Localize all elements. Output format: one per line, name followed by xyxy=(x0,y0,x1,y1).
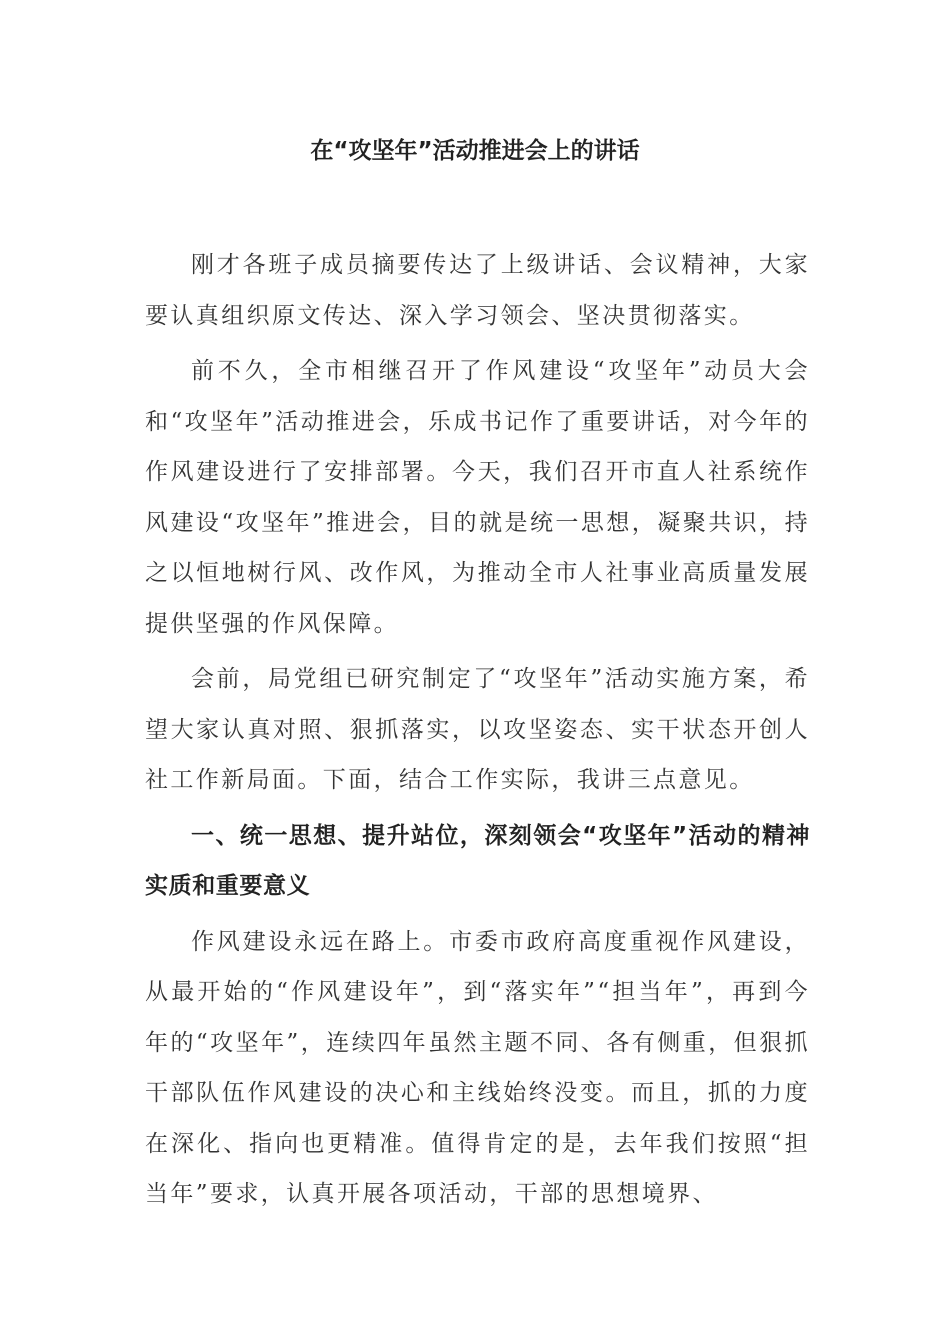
section-heading-1: 一、统一思想、提升站位，深刻领会“攻坚年”活动的精神实质和重要意义 xyxy=(145,822,810,899)
paragraph-opening: 刚才各班子成员摘要传达了上级讲话、会议精神，大家要认真组织原文传达、深入学习领会、坚决贯彻落实。 xyxy=(145,252,810,329)
paragraph-preamble: 会前，局党组已研究制定了“攻坚年”活动实施方案，希望大家认真对照、狠抓落实，以攻坚姿态、实干状态开创人社工作新局面。下面，结合工作实际，我讲三点意见。 xyxy=(145,666,810,793)
section-1-paragraph: 作风建设永远在路上。市委市政府高度重视作风建设，从最开始的“作风建设年”，到“落实年”“担当年”，再到今年的“攻坚年”，连续四年虽然主题不同、各有侧重，但狠抓干部队伍作风建设的决心和主线始终没变。而且，抓的力度在深化、指向也更精准。值得肯定的是，去年我们按照“担当年”要求，认真开展各项活动，干部的思想境界、 xyxy=(145,928,810,1207)
paragraph-background: 前不久，全市相继召开了作风建设“攻坚年”动员大会和“攻坚年”活动推进会，乐成书记作了重要讲话，对今年的作风建设进行了安排部署。今天，我们召开市直人社系统作风建设“攻坚年”推进会，目的就是统一思想，凝聚共识，持之以恒地树行风、改作风，为推动全市人社事业高质量发展提供坚强的作风保障。 xyxy=(145,358,810,637)
document-body xyxy=(145,240,810,1225)
document-title: 在“攻坚年”活动推进会上的讲话 xyxy=(310,138,640,164)
